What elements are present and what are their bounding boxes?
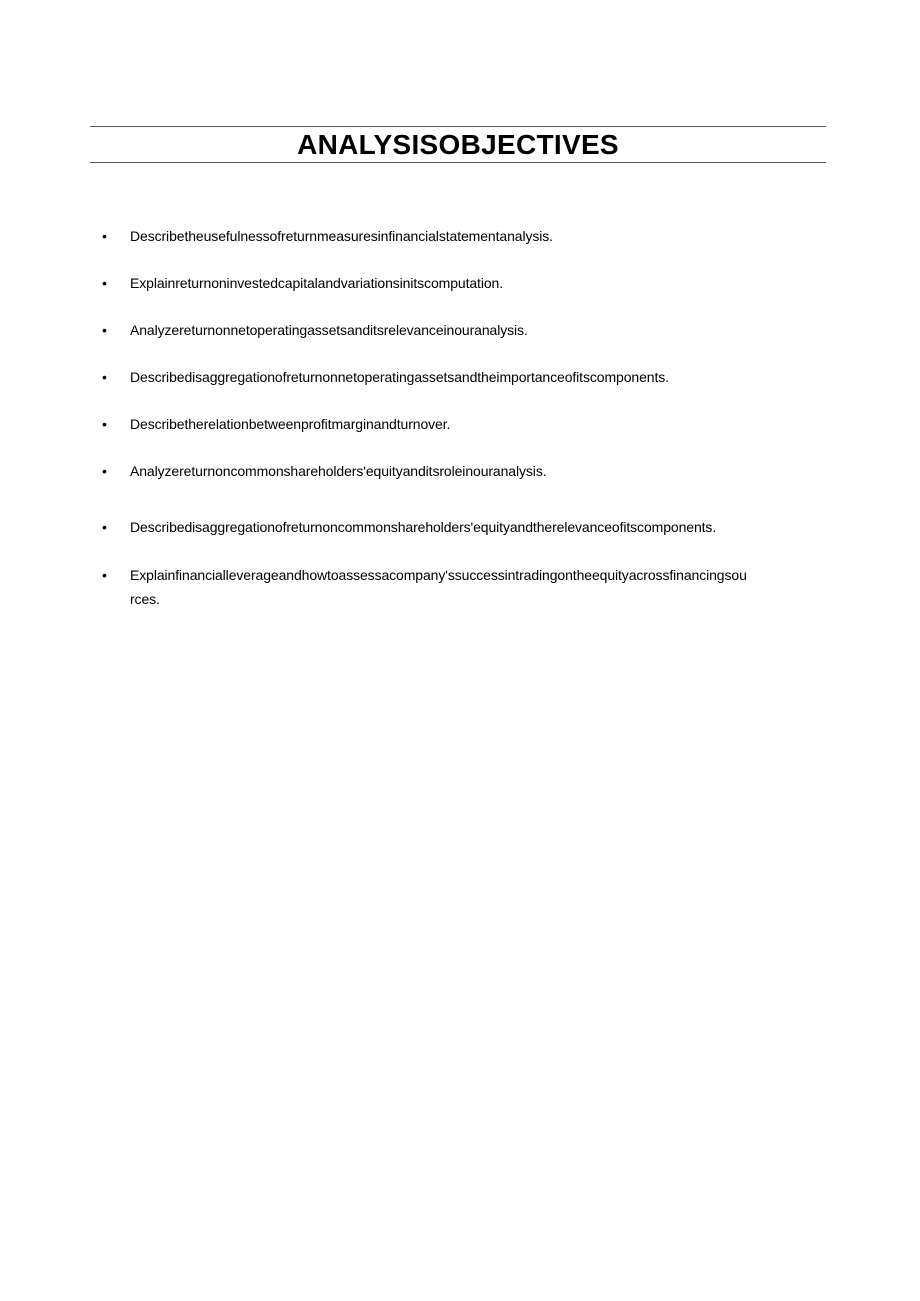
bullet-icon: •	[102, 275, 107, 291]
objective-text: Describedisaggregationofreturnoncommonshareholders'equityandtherelevanceofitscomponents.	[130, 519, 717, 535]
bullet-icon: •	[102, 369, 107, 385]
title-bottom-rule	[90, 162, 826, 163]
bullet-icon: •	[102, 519, 107, 535]
objective-text: Describetheusefulnessofreturnmeasuresinfinancialstatementanalysis.	[130, 228, 553, 244]
objective-text: Explainfinancialleverageandhowtoassessacompany'ssuccessintradingontheequityacrossfinancingsou	[130, 567, 747, 583]
bullet-icon: •	[102, 463, 107, 479]
bullet-icon: •	[102, 567, 107, 583]
bullet-icon: •	[102, 322, 107, 338]
objective-text: Analyzereturnonnetoperatingassetsanditsrelevanceinouranalysis.	[130, 322, 528, 338]
page-title: ANALYSISOBJECTIVES	[297, 129, 619, 160]
objective-text: Explainreturnoninvestedcapitalandvariationsinitscomputation.	[130, 275, 504, 291]
objective-text: Analyzereturnoncommonshareholders'equityanditsroleinouranalysis.	[130, 463, 547, 479]
objective-text: Describedisaggregationofreturnonnetoperatingassetsandtheimportanceofitscomponents.	[130, 369, 669, 385]
bullet-icon: •	[102, 416, 107, 432]
objective-text: Describetherelationbetweenprofitmarginandturnover.	[130, 416, 451, 432]
objective-text-continuation: rces.	[130, 591, 160, 607]
bullet-icon: •	[102, 228, 107, 244]
